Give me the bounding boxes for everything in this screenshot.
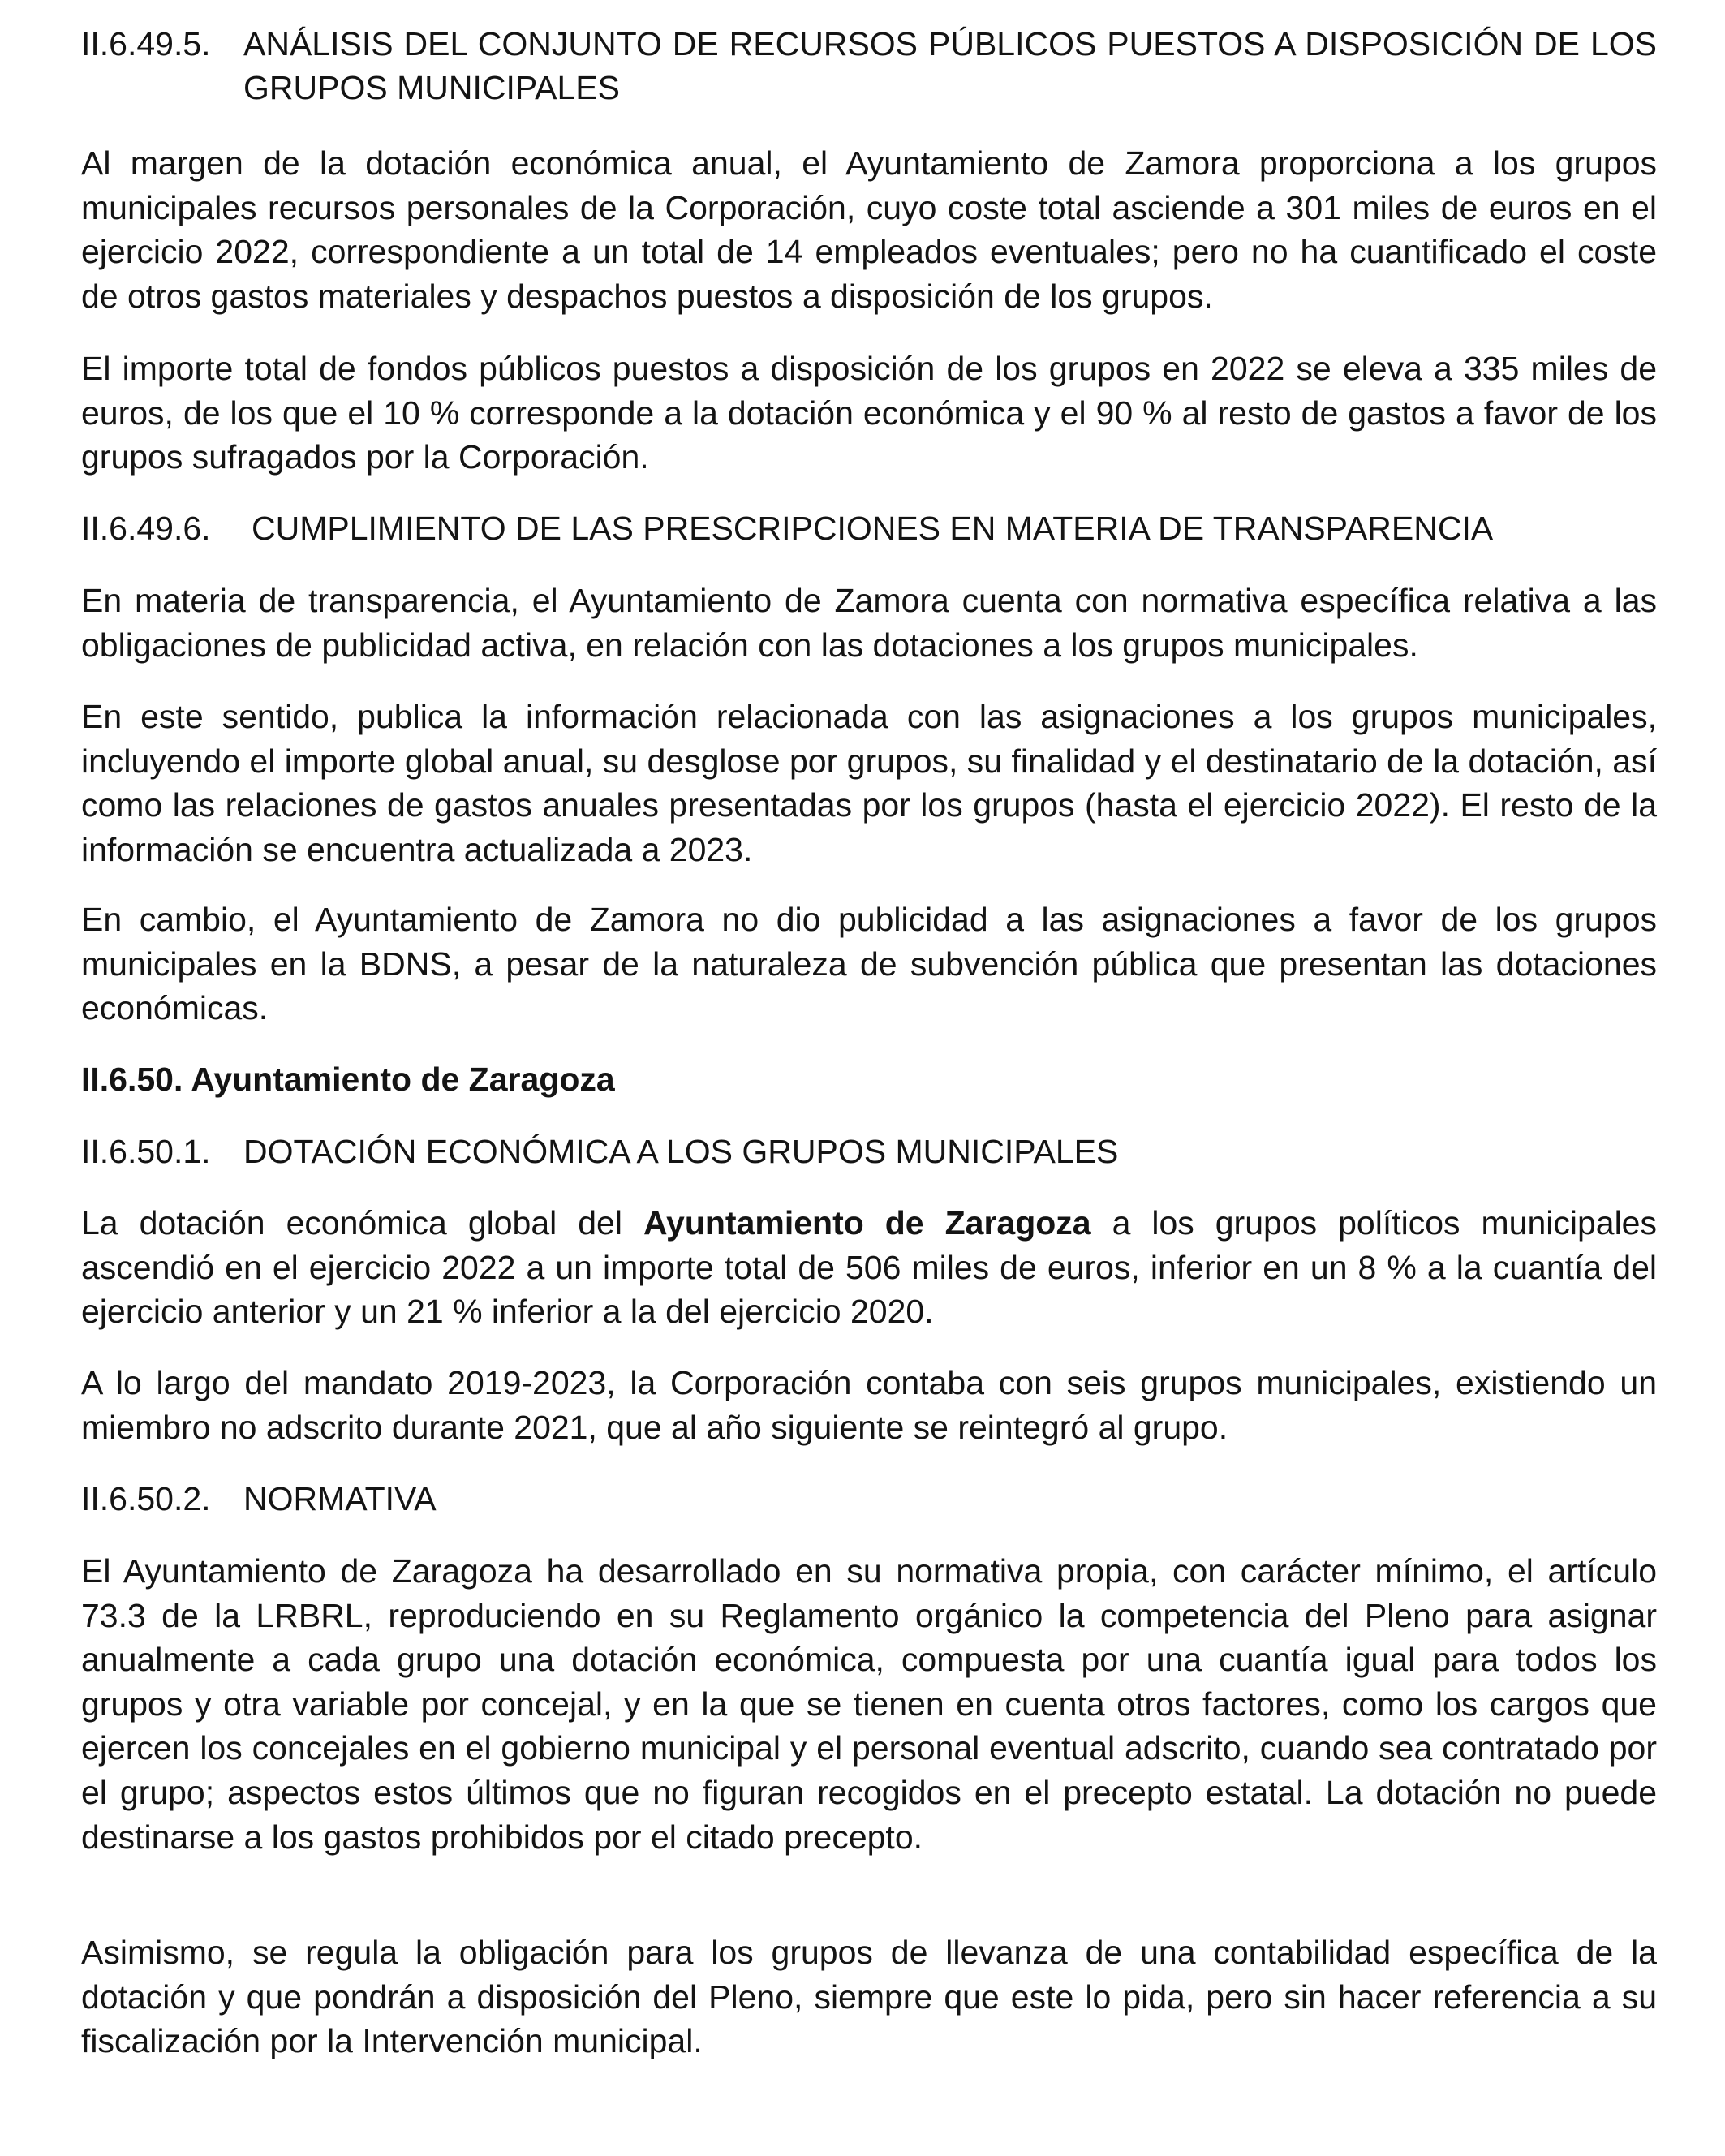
paragraph-text: La dotación económica global del — [81, 1204, 643, 1242]
section-number: II.6.49.6. — [81, 510, 211, 547]
entity-name: Ayuntamiento de Zaragoza — [643, 1204, 1091, 1242]
section-number: II.6.50.2. — [81, 1480, 211, 1517]
chapter-heading: II.6.50. Ayuntamiento de Zaragoza — [81, 1061, 615, 1098]
section-number: II.6.49.5. — [81, 25, 211, 62]
paragraph — [81, 1201, 1657, 1334]
paragraph: El importe total de fondos públicos puestos a disposición de los grupos en 2022 se eleva a 335 miles de euros, de los que el 10 % corresponde a la dotación económica y el 90 % al resto de gastos a favor de los grupos sufragados por la Corporación. — [81, 350, 1657, 476]
paragraph: En este sentido, publica la información relacionada con las asignaciones a los grupos municipales, incluyendo el importe global anual, su desglose por grupos, su finalidad y el destinatario de la dotación, así como las relaciones de gastos anuales presentadas por los grupos (hasta el ejercicio 2022). El resto de la información se encuentra actualizada a 2023. — [81, 698, 1657, 868]
section-heading-49-6 — [81, 506, 1657, 550]
section-title: ANÁLISIS DEL CONJUNTO DE RECURSOS PÚBLICOS PUESTOS A DISPOSICIÓN DE LOS GRUPOS MUNICIPALES — [243, 25, 1657, 106]
section-heading-49-5 — [81, 22, 1657, 110]
section-number: II.6.50.1. — [81, 1133, 211, 1170]
section-title: DOTACIÓN ECONÓMICA A LOS GRUPOS MUNICIPALES — [243, 1133, 1119, 1170]
paragraph: A lo largo del mandato 2019-2023, la Corporación contaba con seis grupos municipales, existiendo un miembro no adscrito durante 2021, que al año siguiente se reintegró al grupo. — [81, 1364, 1657, 1446]
section-heading-50-2 — [81, 1477, 1657, 1521]
paragraph: El Ayuntamiento de Zaragoza ha desarrollado en su normativa propia, con carácter mínimo, el artículo 73.3 de la LRBRL, reproduciendo en su Reglamento orgánico la competencia del Pleno para asignar anualmente a cada grupo una dotación económica, compuesta por una cuantía igual para todos los grupos y otra variable por concejal, y en la que se tienen en cuenta otros factores, como los cargos que ejercen los concejales en el gobierno municipal y el personal eventual adscrito, cuando sea contratado por el grupo; aspectos estos últimos que no figuran recogidos en el precepto estatal. La dotación no puede destinarse a los gastos prohibidos por el citado precepto. — [81, 1552, 1657, 1856]
section-heading-50-1 — [81, 1130, 1657, 1173]
section-title: CUMPLIMIENTO DE LAS PRESCRIPCIONES EN MATERIA DE TRANSPARENCIA — [252, 510, 1494, 547]
paragraph: Al margen de la dotación económica anual, el Ayuntamiento de Zamora proporciona a los grupos municipales recursos personales de la Corporación, cuyo coste total asciende a 301 miles de euros en el ejercicio 2022, correspondiente a un total de 14 empleados eventuales; pero no ha cuantificado el coste de otros gastos materiales y despachos puestos a disposición de los grupos. — [81, 144, 1657, 315]
paragraph: En cambio, el Ayuntamiento de Zamora no dio publicidad a las asignaciones a favor de los grupos municipales en la BDNS, a pesar de la naturaleza de subvención pública que presentan las dotaciones económicas. — [81, 901, 1657, 1027]
paragraph-text: a los grupos políticos municipales ascendió en el ejercicio 2022 a un importe total de 506 miles de euros, inferior en un 8 % a la cuantía del ejercicio anterior y un 21 % inferior a la del ejercicio 2020. — [81, 1204, 1657, 1331]
section-title: NORMATIVA — [243, 1480, 437, 1517]
paragraph: En materia de transparencia, el Ayuntamiento de Zamora cuenta con normativa específica relativa a las obligaciones de publicidad activa, en relación con las dotaciones a los grupos municipales. — [81, 582, 1657, 664]
paragraph: Asimismo, se regula la obligación para los grupos de llevanza de una contabilidad específica de la dotación y que pondrán a disposición del Pleno, siempre que este lo pida, pero sin hacer referencia a su fiscalización por la Intervención municipal. — [81, 1934, 1657, 2060]
